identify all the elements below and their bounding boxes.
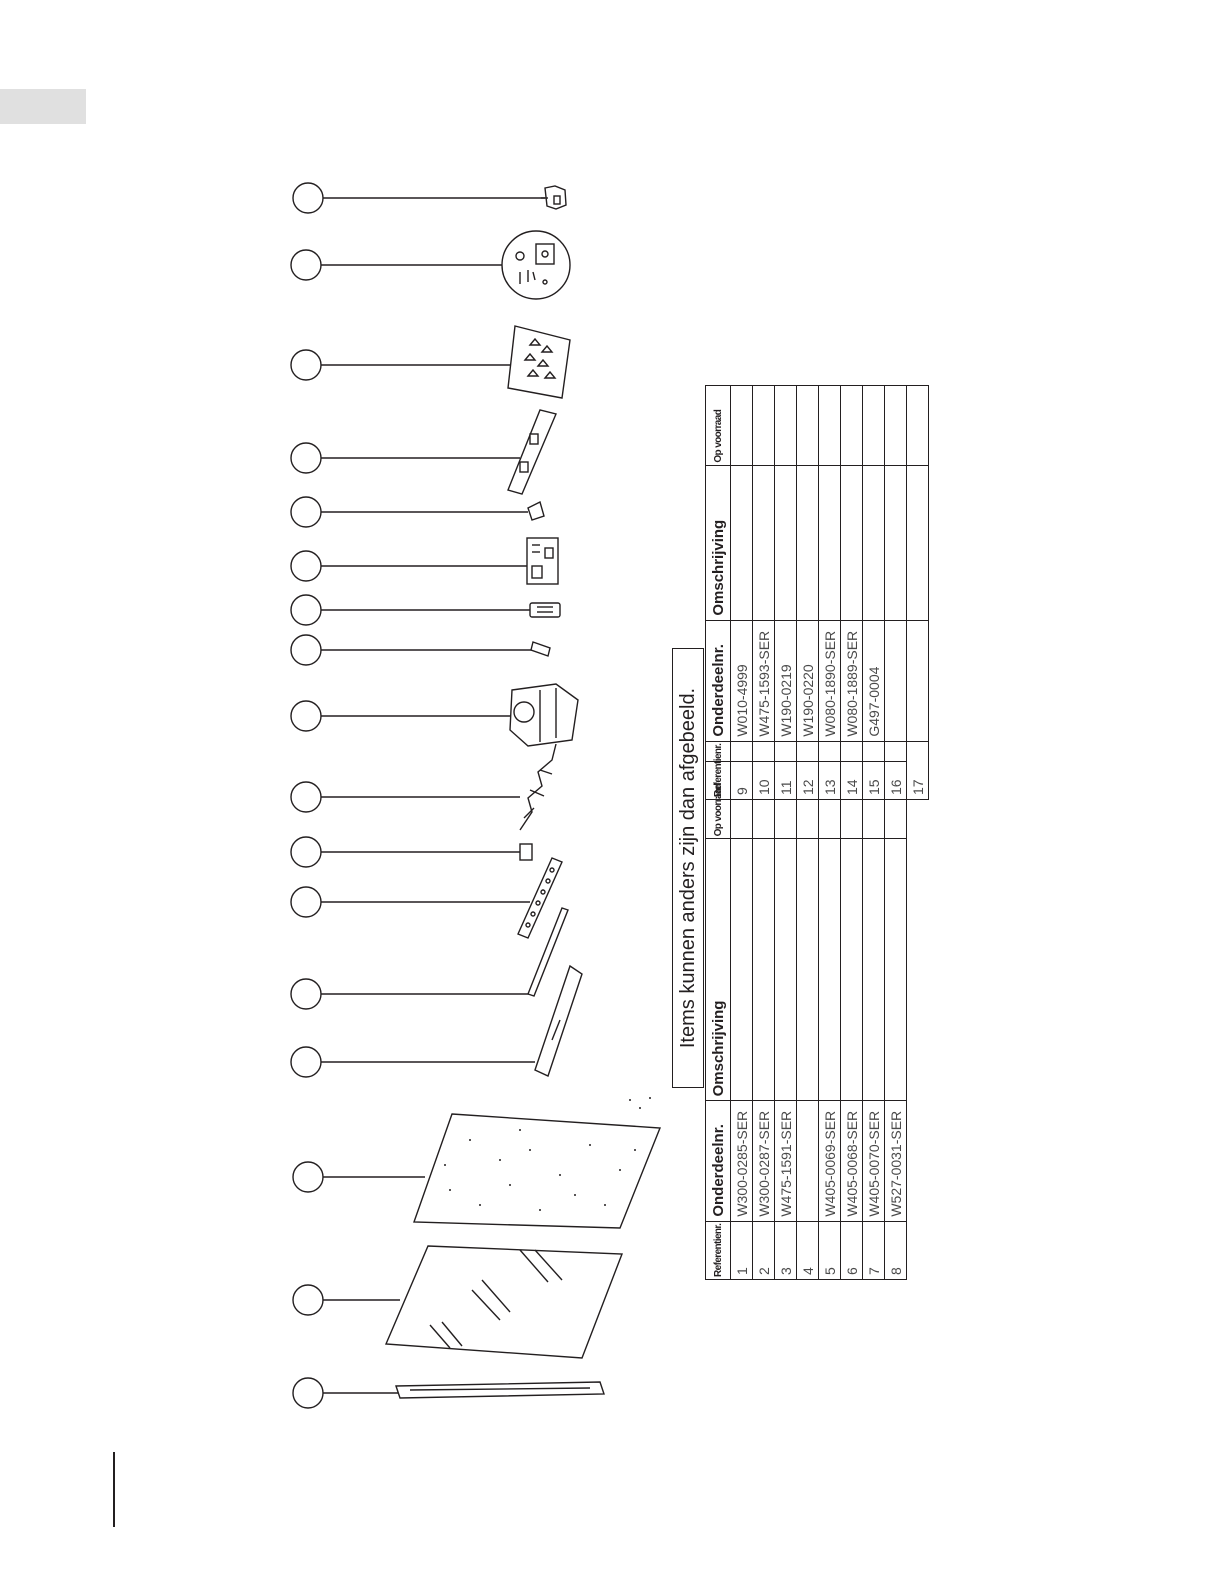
callout-1 [293, 183, 545, 213]
row-ref: 1 [731, 1221, 753, 1279]
row-ref: 5 [819, 1221, 841, 1279]
part-top-trim-icon [396, 1382, 604, 1398]
row-desc [775, 465, 797, 620]
callout-10 [291, 782, 520, 812]
row-desc [731, 465, 753, 620]
row-ref: 8 [885, 1221, 907, 1279]
callout-6 [291, 551, 527, 581]
table-row [797, 385, 819, 799]
header-desc: Omschrijving [706, 839, 731, 1101]
row-ref: 10 [753, 741, 775, 799]
table-row [797, 762, 819, 1280]
part-glass-panel-icon [386, 1246, 622, 1358]
row-desc [753, 465, 775, 620]
row-stock [819, 385, 841, 465]
row-part: W475-1591-SER [775, 1101, 797, 1221]
table-header-row [706, 762, 731, 1280]
header-part: Onderdeelnr. [706, 620, 731, 741]
callout-17 [293, 1378, 400, 1408]
table-row [863, 762, 885, 1280]
table-header-row [706, 385, 731, 799]
table-row [731, 385, 753, 799]
row-part: W405-0068-SER [841, 1101, 863, 1221]
part-trim-channel-icon [535, 966, 582, 1076]
row-stock [731, 385, 753, 465]
part-clip-icon [528, 502, 544, 520]
part-knob-icon [541, 186, 566, 209]
table-row [775, 385, 797, 799]
header-stock: Op voorraad [706, 762, 731, 839]
row-part: W405-0069-SER [819, 1101, 841, 1221]
row-ref: 6 [841, 1221, 863, 1279]
row-part: W080-1889-SER [841, 620, 863, 741]
row-desc [819, 839, 841, 1101]
callout-4 [291, 443, 520, 473]
row-part [907, 620, 929, 741]
row-desc [841, 465, 863, 620]
table-row [885, 385, 907, 799]
row-desc [753, 839, 775, 1101]
header-stock: Op voorraad [706, 385, 731, 465]
part-control-board-icon [527, 538, 558, 584]
row-part: W190-0219 [775, 620, 797, 741]
row-part: W010-4999 [731, 620, 753, 741]
table-row [863, 385, 885, 799]
parts-table-left [705, 761, 907, 1280]
row-part: W300-0285-SER [731, 1101, 753, 1221]
callout-15 [293, 1162, 425, 1192]
row-stock [863, 385, 885, 465]
callout-14 [291, 1047, 535, 1077]
row-desc [797, 839, 819, 1101]
row-stock [907, 385, 929, 465]
disclaimer-text: Items kunnen anders zijn dan afgebeeld. [676, 687, 699, 1049]
callout-2 [291, 250, 505, 280]
row-part: W300-0287-SER [753, 1101, 775, 1221]
row-desc [797, 465, 819, 620]
row-ref: 13 [819, 741, 841, 799]
row-ref: 17 [907, 741, 929, 799]
row-ref: 12 [797, 741, 819, 799]
row-part: W527-0031-SER [885, 1101, 907, 1221]
disclaimer-note [672, 648, 704, 1088]
table-row [819, 762, 841, 1280]
part-switch-icon [531, 642, 550, 656]
row-stock [841, 385, 863, 465]
table-row [753, 385, 775, 799]
row-ref: 14 [841, 741, 863, 799]
table-row [731, 762, 753, 1280]
row-desc [731, 839, 753, 1101]
row-stock [775, 385, 797, 465]
part-remote-icon [530, 603, 560, 617]
table-row [819, 385, 841, 799]
row-stock [885, 385, 907, 465]
callout-5 [291, 497, 528, 527]
header-ref: Referentienr. [706, 741, 731, 799]
row-part [885, 620, 907, 741]
row-part: W405-0070-SER [863, 1101, 885, 1221]
row-part: W080-1890-SER [819, 620, 841, 741]
callout-3 [291, 350, 514, 380]
part-blower-motor-icon [510, 684, 578, 746]
callout-11 [291, 837, 520, 867]
table-row [885, 762, 907, 1280]
table-row [907, 385, 929, 799]
part-hardware-kit-icon [502, 231, 570, 299]
parts-table-right [705, 385, 929, 800]
row-desc [841, 839, 863, 1101]
table-row [775, 762, 797, 1280]
row-desc [907, 465, 929, 620]
row-desc [819, 465, 841, 620]
row-ref: 2 [753, 1221, 775, 1279]
callout-9 [291, 701, 512, 731]
row-ref: 16 [885, 741, 907, 799]
part-ember-bed-icon [414, 1097, 660, 1228]
row-stock [753, 385, 775, 465]
row-ref: 11 [775, 741, 797, 799]
row-part: W475-1593-SER [753, 620, 775, 741]
header-desc: Omschrijving [706, 465, 731, 620]
part-bracket-plate-icon [508, 410, 556, 494]
table-row [753, 762, 775, 1280]
row-ref: 7 [863, 1221, 885, 1279]
callout-13 [291, 979, 532, 1009]
row-ref: 3 [775, 1221, 797, 1279]
callout-16 [293, 1285, 400, 1315]
row-part: W190-0220 [797, 620, 819, 741]
row-desc [885, 465, 907, 620]
row-part: G497-0004 [863, 620, 885, 741]
part-wire-harness-icon [520, 744, 556, 830]
row-desc [863, 465, 885, 620]
row-ref: 15 [863, 741, 885, 799]
header-ref: Referentienr. [706, 1221, 731, 1279]
callout-12 [291, 887, 530, 917]
row-desc [885, 839, 907, 1101]
callout-8 [291, 635, 532, 665]
table-row [841, 385, 863, 799]
part-crystal-bag-icon [508, 326, 570, 398]
row-ref: 9 [731, 741, 753, 799]
row-part [797, 1101, 819, 1221]
part-small-bracket-icon [520, 844, 532, 860]
row-desc [863, 839, 885, 1101]
table-row [841, 762, 863, 1280]
row-desc [775, 839, 797, 1101]
row-ref: 4 [797, 1221, 819, 1279]
callout-7 [291, 595, 530, 625]
header-part: Onderdeelnr. [706, 1101, 731, 1221]
row-stock [797, 385, 819, 465]
